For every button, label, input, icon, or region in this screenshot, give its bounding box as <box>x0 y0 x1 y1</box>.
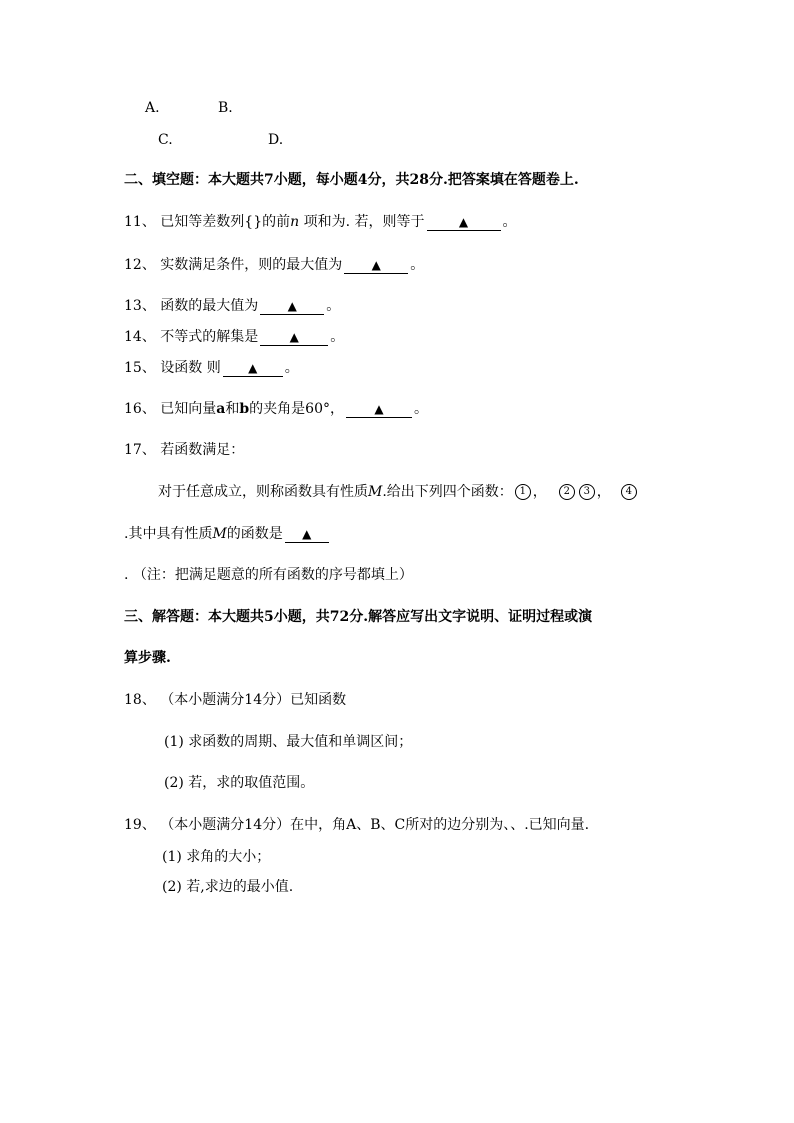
q14-end: 。 <box>330 329 345 345</box>
q18-number: 18、 <box>124 692 156 708</box>
q17-property-m-2: M <box>212 526 227 542</box>
circled-3: 3 <box>579 484 595 500</box>
q14-answer-blank[interactable] <box>260 329 328 346</box>
q17-note: . （注：把满足题意的所有函数的序号都填上） <box>124 567 413 583</box>
q17-line3-text-b: 的函数是 <box>226 526 283 542</box>
triangle-icon: ▲ <box>371 258 381 272</box>
q17-line-2 <box>158 482 639 502</box>
question-17 <box>124 440 244 460</box>
triangle-icon: ▲ <box>374 402 384 416</box>
question-12 <box>124 255 424 275</box>
q17-line2-text-a: 对于任意成立，则称函数具有性质 <box>158 484 368 500</box>
q17-answer-blank[interactable] <box>285 526 329 543</box>
option-a: A. <box>145 100 160 116</box>
q12-end: 。 <box>410 257 425 273</box>
q15-answer-blank[interactable] <box>223 360 283 377</box>
q18-text: （本小题满分14分）已知函数 <box>160 692 347 708</box>
q17-title: 若函数满足： <box>160 442 245 458</box>
q15-text: 设函数 则 <box>160 360 221 376</box>
q16-text-a: 已知向量 <box>160 401 217 417</box>
option-d: D. <box>268 132 284 148</box>
question-13 <box>124 296 340 316</box>
q16-number: 16、 <box>124 401 156 417</box>
triangle-icon: ▲ <box>287 299 297 313</box>
question-14 <box>124 327 344 347</box>
q11-text-a: 已知等差数列{}的前 <box>160 214 291 230</box>
q13-text: 函数的最大值为 <box>160 298 259 314</box>
q11-answer-blank[interactable] <box>427 214 501 231</box>
q18-part-2: (2) 若，求的取值范围。 <box>164 775 315 791</box>
triangle-icon: ▲ <box>248 361 258 375</box>
q17-number: 17、 <box>124 442 156 458</box>
q17-sep-2: ， <box>596 484 611 500</box>
triangle-icon: ▲ <box>458 215 469 229</box>
q16-end: 。 <box>413 401 428 417</box>
q17-sep-1: ， <box>532 484 547 500</box>
q11-text-b: 项和为. 若，则等于 <box>299 214 425 230</box>
option-b: B. <box>218 100 233 116</box>
q12-number: 12、 <box>124 257 156 273</box>
q16-text-b: 的夹角是60°， <box>249 401 344 417</box>
section-3-title-line-2: 算步骤. <box>124 650 171 666</box>
q12-answer-blank[interactable] <box>344 257 408 274</box>
section-3-title-line-1: 三、解答题：本大题共5小题，共72分.解答应写出文字说明、证明过程或演 <box>124 609 593 625</box>
q18-part-1: (1) 求函数的周期、最大值和单调区间； <box>164 734 413 750</box>
q11-number: 11、 <box>124 214 156 230</box>
q19-part-2: (2) 若,求边的最小值. <box>162 879 294 895</box>
circled-4: 4 <box>621 484 637 500</box>
q15-end: 。 <box>284 360 299 376</box>
q13-answer-blank[interactable] <box>260 298 324 315</box>
question-16 <box>124 399 428 419</box>
q12-text: 实数满足条件，则的最大值为 <box>160 257 343 273</box>
triangle-icon: ▲ <box>289 330 299 344</box>
q14-text: 不等式的解集是 <box>160 329 259 345</box>
q11-n: n <box>290 214 300 230</box>
triangle-icon: ▲ <box>302 527 312 541</box>
q13-number: 13、 <box>124 298 156 314</box>
q11-end: 。 <box>502 214 517 230</box>
option-c: C. <box>158 132 173 148</box>
question-18 <box>124 690 346 710</box>
circled-2: 2 <box>559 484 575 500</box>
q13-end: 。 <box>326 298 341 314</box>
q14-number: 14、 <box>124 329 156 345</box>
q19-part-1: (1) 求角的大小； <box>162 849 271 865</box>
q17-line-3 <box>124 524 331 544</box>
section-2-title: 二、填空题：本大题共7小题，每小题4分，共28分.把答案填在答题卷上. <box>124 172 579 188</box>
q16-and: 和 <box>225 401 240 417</box>
q17-line3-text-a: .其中具有性质 <box>124 526 213 542</box>
circled-1: 1 <box>515 484 531 500</box>
q19-number: 19、 <box>124 817 156 833</box>
q19-text: （本小题满分14分）在中，角A、B、C所对的边分别为、、.已知向量. <box>160 817 590 833</box>
question-15 <box>124 358 299 378</box>
q16-vector-a: a <box>216 401 226 417</box>
q15-number: 15、 <box>124 360 156 376</box>
q17-line2-text-b: .给出下列四个函数： <box>382 484 513 500</box>
q16-answer-blank[interactable] <box>346 401 412 418</box>
question-11 <box>124 212 517 232</box>
q17-property-m: M <box>368 484 383 500</box>
q16-vector-b: b <box>239 401 250 417</box>
question-19 <box>124 815 589 835</box>
